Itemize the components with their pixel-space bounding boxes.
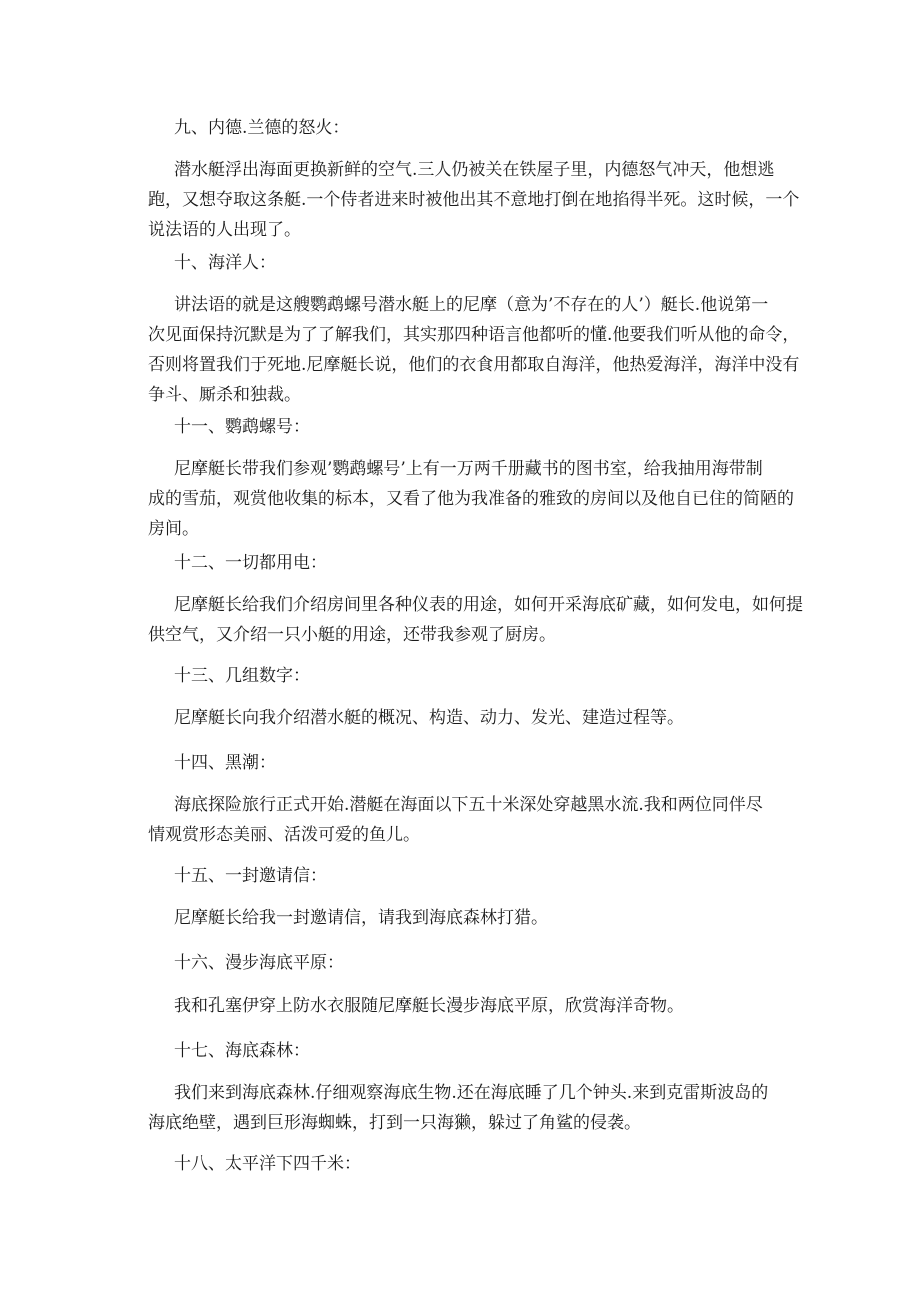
paragraph-line: 情观赏形态美丽、活泼可爱的鱼儿。 [148, 825, 420, 845]
section-heading: 十八、太平洋下四千米： [174, 1154, 361, 1174]
section-heading: 十三、几组数字： [174, 666, 310, 686]
section-paragraph [148, 790, 778, 850]
section-paragraph [148, 290, 800, 410]
paragraph-line: 尼摩艇长给我一封邀请信，请我到海底森林打猎。 [174, 908, 548, 928]
section-heading: 十四、黑潮： [174, 753, 276, 773]
paragraph-line: 我和孔塞伊穿上防水衣服随尼摩艇长漫步海底平原，欣赏海洋奇物。 [174, 996, 684, 1016]
paragraph-line: 说法语的人出现了。 [148, 220, 301, 240]
paragraph-line: 尼摩艇长向我介绍潜水艇的概况、构造、动力、发光、建造过程等。 [174, 708, 684, 728]
paragraph-line: 争斗、厮杀和独裁。 [148, 385, 301, 405]
paragraph-line: 房间。 [148, 519, 199, 539]
section-heading: 十二、一切都用电： [174, 553, 327, 573]
section-paragraph [148, 590, 803, 650]
section-heading: 十、海洋人： [174, 253, 276, 273]
section-heading: 九、内德.兰德的怒火： [174, 118, 350, 138]
section-paragraph [148, 454, 794, 544]
section-heading: 十五、一封邀请信： [174, 866, 327, 886]
paragraph-line: 海底绝壁，遇到巨形海蜘蛛，打到一只海獭，躲过了角鲨的侵袭。 [148, 1113, 641, 1133]
paragraph-line: 我们来到海底森林.仔细观察海底生物.还在海底睡了几个钟头.来到克雷斯波岛的 [174, 1083, 769, 1103]
section-paragraph [174, 703, 778, 733]
paragraph-line: 尼摩艇长带我们参观’鹦鹉螺号’上有一万两千册藏书的图书室，给我抽用海带制 [174, 459, 763, 479]
section-paragraph [174, 903, 778, 933]
section-paragraph [148, 155, 800, 245]
paragraph-line: 否则将置我们于死地.尼摩艇长说，他们的衣食用都取自海洋，他热爱海洋，海洋中没有 [148, 355, 800, 375]
paragraph-line: 尼摩艇长给我们介绍房间里各种仪表的用途，如何开采海底矿藏，如何发电，如何提 [174, 595, 803, 615]
paragraph-line: 供空气，又介绍一只小艇的用途，还带我参观了厨房。 [148, 625, 556, 645]
paragraph-line: 跑，又想夺取这条艇.一个侍者进来时被他出其不意地打倒在地掐得半死。这时候，一个 [148, 190, 800, 210]
paragraph-line: 次见面保持沉默是为了了解我们，其实那四种语言他都听的懂.他要我们听从他的命令， [148, 325, 800, 345]
section-paragraph [174, 991, 778, 1021]
section-paragraph [148, 1078, 778, 1138]
paragraph-line: 成的雪茄，观赏他收集的标本，又看了他为我准备的雅致的房间以及他自已住的简陋的 [148, 489, 794, 509]
section-heading: 十六、漫步海底平原： [174, 953, 344, 973]
paragraph-line: 讲法语的就是这艘鹦鹉螺号潜水艇上的尼摩（意为’不存在的人’）艇长.他说第一 [174, 295, 769, 315]
section-heading: 十七、海底森林： [174, 1041, 310, 1061]
paragraph-line: 海底探险旅行正式开始.潜艇在海面以下五十米深处穿越黑水流.我和两位同伴尽 [174, 795, 763, 815]
paragraph-line: 潜水艇浮出海面更换新鲜的空气.三人仍被关在铁屋子里，内德怒气冲天，他想逃 [174, 160, 775, 180]
section-heading: 十一、鹦鹉螺号： [174, 417, 310, 437]
